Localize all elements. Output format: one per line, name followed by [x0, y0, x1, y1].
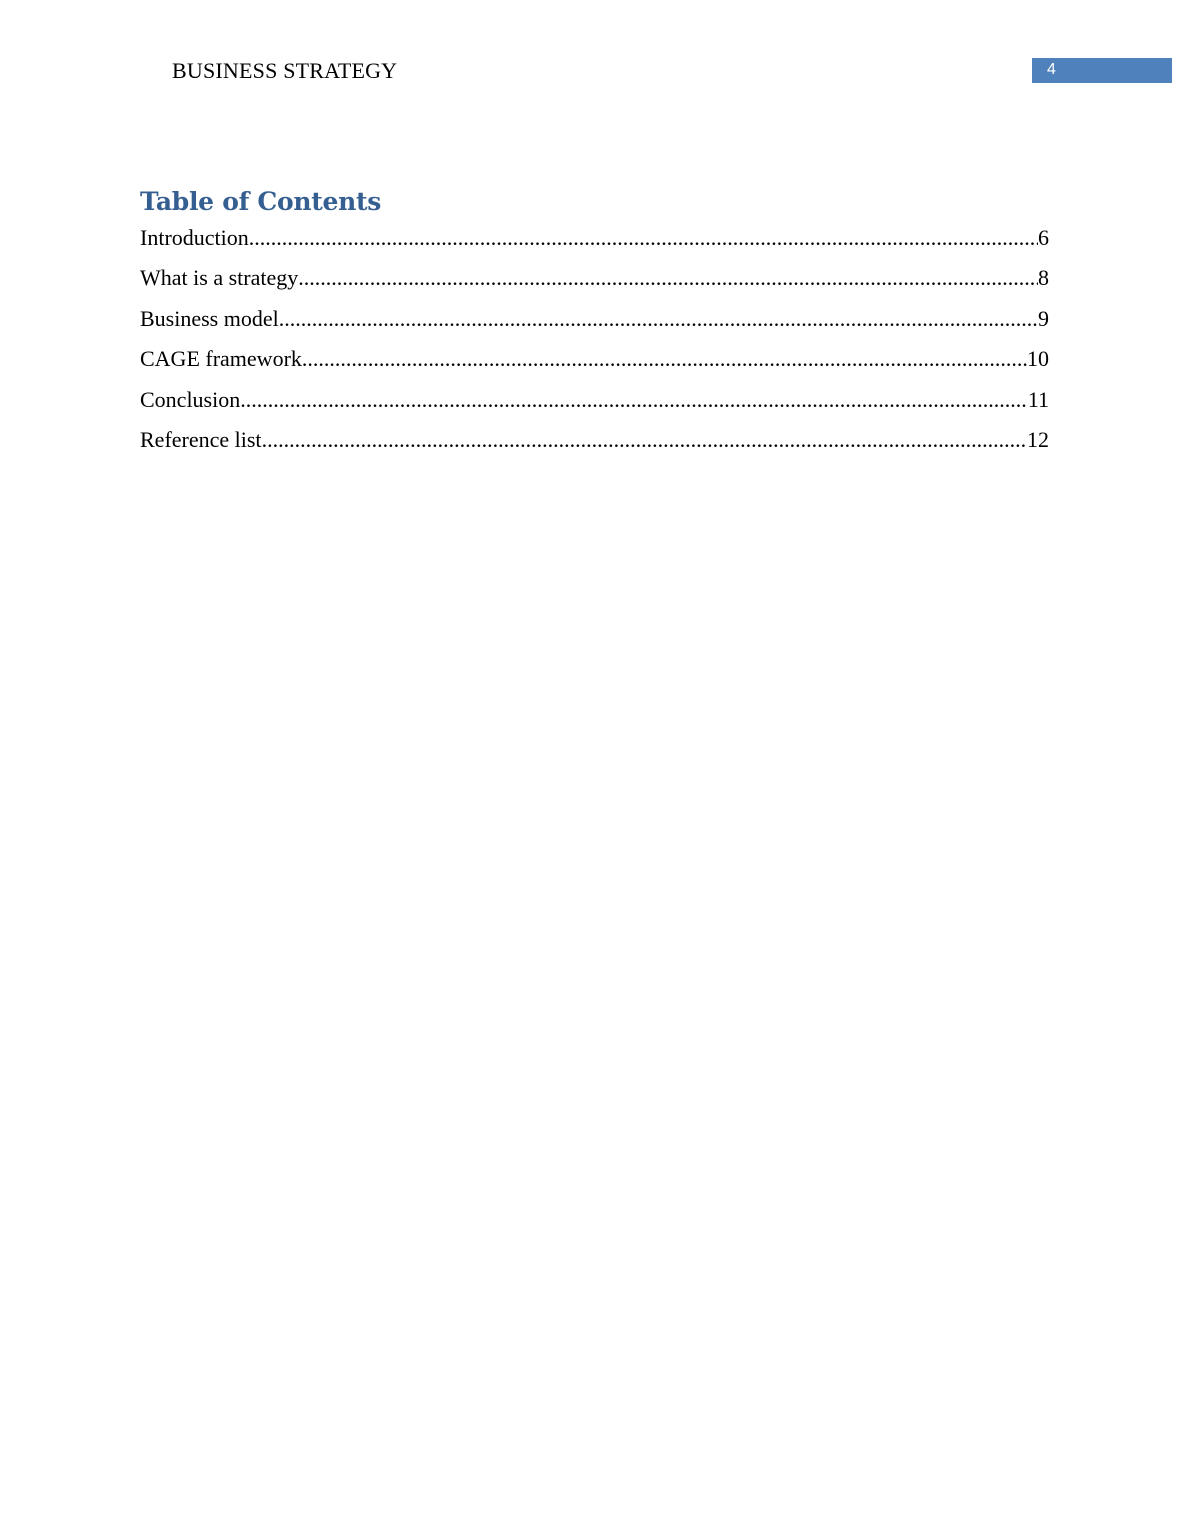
- running-header-title: BUSINESS STRATEGY: [172, 58, 398, 83]
- toc-dot-leader: [302, 346, 1027, 372]
- toc-dot-leader: [240, 387, 1028, 413]
- toc-heading: Table of Contents: [140, 187, 382, 216]
- toc-entry-reference-list[interactable]: [140, 427, 1049, 467]
- toc-entry-page: 6: [1038, 225, 1049, 250]
- toc-dot-leader: [279, 306, 1038, 332]
- toc-entry-what-is-a-strategy[interactable]: [140, 265, 1049, 305]
- toc-entry-page: 11: [1027, 386, 1049, 412]
- toc-entry-business-model[interactable]: [140, 306, 1049, 346]
- toc-dot-leader: [249, 225, 1038, 251]
- toc-entry-page: 8: [1038, 265, 1049, 291]
- page-number: 4: [1047, 61, 1056, 78]
- toc-entry-label: Business model: [140, 305, 279, 331]
- table-of-contents: [140, 225, 1049, 467]
- toc-entry-introduction[interactable]: [140, 225, 1049, 265]
- toc-entry-label: CAGE framework: [140, 346, 302, 372]
- toc-entry-conclusion[interactable]: [140, 387, 1049, 427]
- toc-dot-leader: [262, 427, 1027, 453]
- toc-entry-page: 12: [1027, 426, 1049, 452]
- page-number-badge: [1032, 58, 1172, 83]
- toc-dot-leader: [298, 265, 1038, 291]
- toc-entry-cage-framework[interactable]: [140, 346, 1049, 386]
- toc-entry-page: 10: [1027, 346, 1049, 372]
- toc-entry-label: Reference list: [140, 426, 262, 452]
- toc-entry-label: Conclusion: [140, 386, 241, 412]
- toc-entry-page: 9: [1038, 305, 1049, 331]
- toc-entry-label: Introduction: [140, 225, 249, 250]
- toc-entry-label: What is a strategy: [140, 265, 299, 291]
